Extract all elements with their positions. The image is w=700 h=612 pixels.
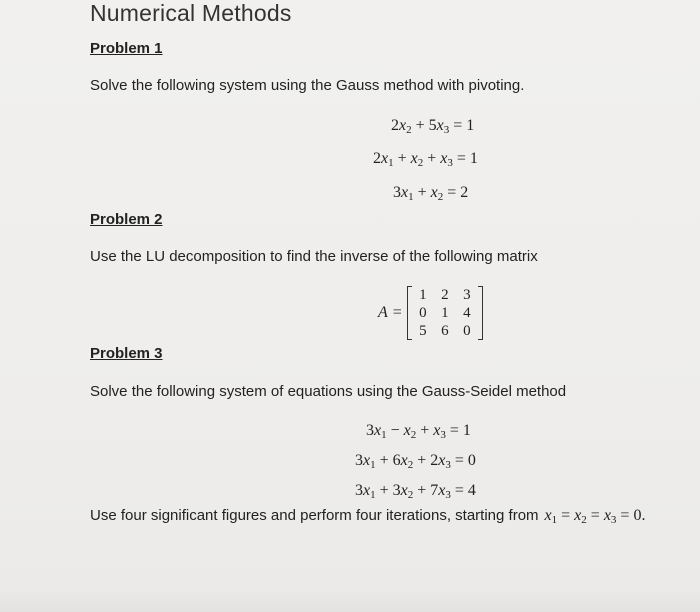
matrix-cell: 1	[441, 305, 449, 321]
matrix-cell: 3	[463, 287, 471, 303]
matrix-cell: 2	[441, 287, 449, 303]
matrix-label: A	[378, 304, 388, 321]
problem3-equation-1: $3x_1 - x_2 + x_3 = 1$	[366, 422, 471, 441]
problem1-equation-1: $2x_2 + 5x_3 = 1$	[391, 117, 475, 136]
problem3-heading: Problem 3	[90, 345, 163, 362]
initial-condition: $x_1 = x_2 = x_3 = 0$.	[544, 507, 646, 526]
problem3-equation-3: $3x_1 + 3x_2 + 7x_3 = 4$	[355, 482, 476, 501]
problem2-text: Use the LU decomposition to find the inverse of the following matrix	[90, 248, 538, 265]
matrix-a	[378, 285, 483, 341]
matrix-equals: =	[392, 304, 402, 321]
problem2-heading: Problem 2	[90, 211, 163, 228]
matrix-cell: 4	[463, 305, 471, 321]
matrix-cell: 0	[419, 305, 427, 321]
problem3-instruction-line	[90, 507, 645, 525]
document-title: Numerical Methods	[90, 0, 292, 26]
matrix-cell: 5	[419, 323, 427, 339]
matrix-cell: 0	[463, 323, 471, 339]
problem1-equation-3: $3x_1 + x_2 = 2$	[393, 184, 469, 203]
problem1-heading: Problem 1	[90, 40, 163, 57]
problem1-equation-2: $2x_1 + x_2 + x_3 = 1$	[373, 150, 478, 169]
problem3-equation-2: $3x_1 + 6x_2 + 2x_3 = 0$	[355, 452, 476, 471]
matrix-grid	[412, 286, 478, 340]
matrix-cell: 6	[441, 323, 449, 339]
problem3-instruction: Use four significant figures and perform four iterations, starting from	[90, 507, 539, 524]
page-shadow	[0, 588, 700, 612]
problem3-text: Solve the following system of equations using the Gauss-Seidel method	[90, 383, 567, 400]
matrix-right-bracket	[478, 286, 483, 340]
problem1-text: Solve the following system using the Gauss method with pivoting.	[90, 77, 525, 94]
matrix-cell: 1	[419, 287, 427, 303]
